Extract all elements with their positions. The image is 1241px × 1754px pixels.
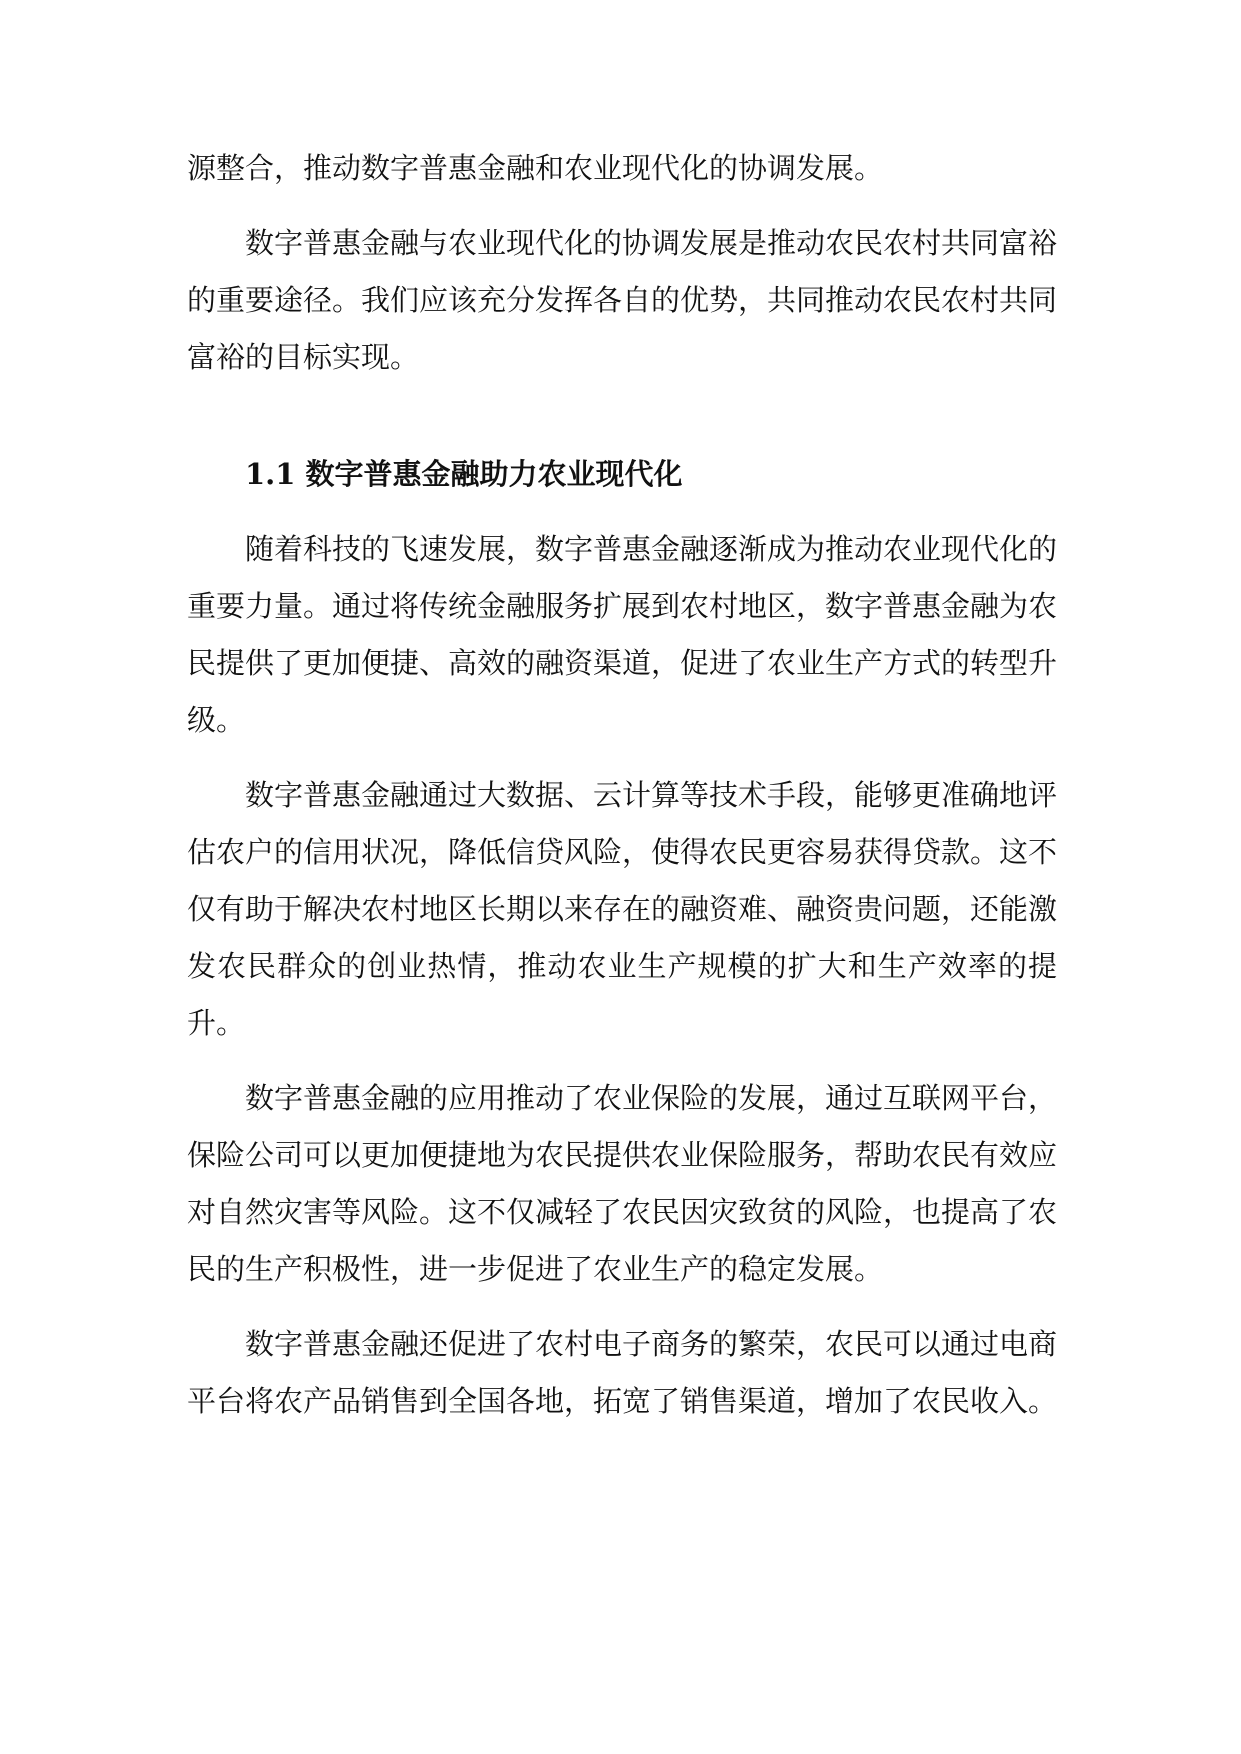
paragraph-spacer <box>187 503 1057 521</box>
paragraph-intro: 随着科技的飞速发展，数字普惠金融逐渐成为推动农业现代化的重要力量。通过将传统金融服务扩展到农村地区，数字普惠金融为农民提供了更加便捷、高效的融资渠道，促进了农业生产方式的转型升级。 <box>187 532 1058 737</box>
paragraph-spacer <box>187 1052 1057 1070</box>
paragraph-credit: 数字普惠金融通过大数据、云计算等技术手段，能够更准确地评估农户的信用状况，降低信贷风险，使得农民更容易获得贷款。这不仅有助于解决农村地区长期以来存在的融资难、融资贵问题，还能激发农民群众的创业热情，推动农业生产规模的扩大和生产效率的提升。 <box>187 778 1058 1040</box>
paragraph-spacer <box>187 1298 1057 1316</box>
paragraph-spacer <box>187 749 1057 767</box>
paragraph-conclusion: 数字普惠金融与农业现代化的协调发展是推动农民农村共同富裕的重要途径。我们应该充分发挥各自的优势，共同推动农民农村共同富裕的目标实现。 <box>187 226 1058 374</box>
document-body <box>187 140 1057 1430</box>
paragraph-ecommerce: 数字普惠金融还促进了农村电子商务的繁荣，农民可以通过电商平台将农产品销售到全国各地，拓宽了销售渠道，增加了农民收入。 <box>187 1327 1058 1418</box>
paragraph-continuation: 源整合，推动数字普惠金融和农业现代化的协调发展。 <box>187 151 884 185</box>
section-heading: 1.1 数字普惠金融助力农业现代化 <box>245 457 683 491</box>
section-spacer <box>187 386 1057 446</box>
paragraph-insurance: 数字普惠金融的应用推动了农业保险的发展，通过互联网平台，保险公司可以更加便捷地为农民提供农业保险服务，帮助农民有效应对自然灾害等风险。这不仅减轻了农民因灾致贫的风险，也提高了农民的生产积极性，进一步促进了农业生产的稳定发展。 <box>187 1081 1058 1286</box>
paragraph-spacer <box>187 197 1057 215</box>
